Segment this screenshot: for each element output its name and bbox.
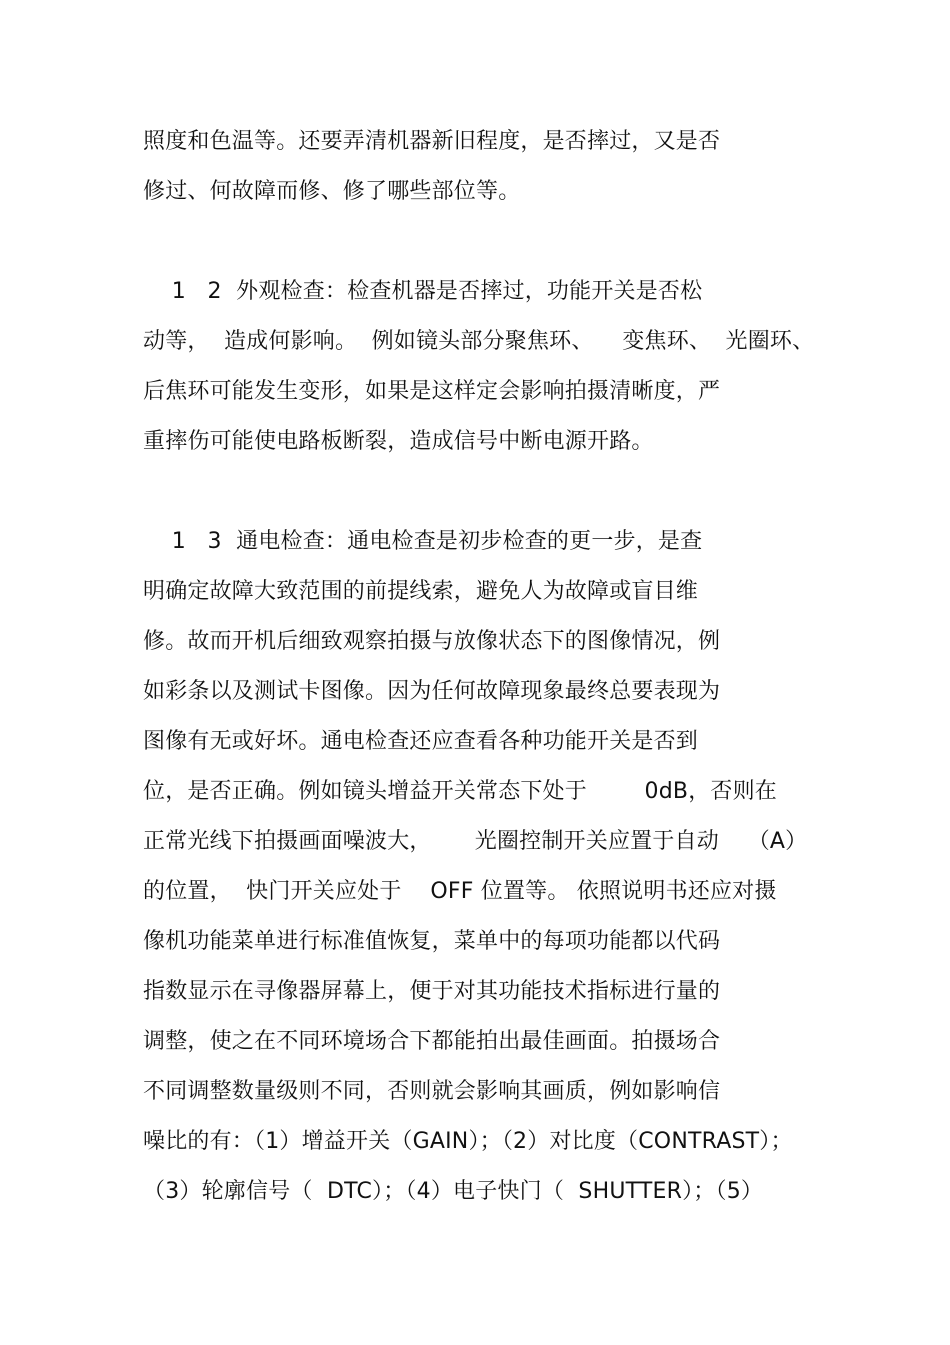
text-line: 照度和色温等。还要弄清机器新旧程度，是否摔过，又是否 [143,129,721,154]
text-line: 调整，使之在不同环境场合下都能拍出最佳画面。拍摄场合 [143,1029,721,1054]
text-line: 后焦环可能发生变形，如果是这样定会影响拍摄清晰度，严 [143,379,721,404]
section-heading-line: 1 2 外观检查：检查机器是否摔过，功能开关是否松 [143,279,703,304]
text-line: 位，是否正确。例如镜头增益开关常态下处于 0dB，否则在 [143,779,778,804]
text-line: 不同调整数量级则不同，否则就会影响其画质，例如影响信 [143,1079,721,1104]
text-line: 正常光线下拍摄画面噪波大， 光圈控制开关应置于自动 （A） [143,829,808,854]
text-line: 明确定故障大致范围的前提线索，避免人为故障或盲目维 [143,579,699,604]
text-line: 动等， 造成何影响。 例如镜头部分聚焦环、 变焦环、 光圈环、 [143,329,815,354]
text-line: 像机功能菜单进行标准值恢复，菜单中的每项功能都以代码 [143,929,721,954]
text-line: 如彩条以及测试卡图像。因为任何故障现象最终总要表现为 [143,679,721,704]
text-line: 修过、何故障而修、修了哪些部位等。 [143,179,521,204]
text-line: 噪比的有：（1）增益开关（GAIN）；（2）对比度（CONTRAST）； [143,1129,793,1154]
text-line: 修。故而开机后细致观察拍摄与放像状态下的图像情况，例 [143,629,721,654]
text-line: （3）轮廓信号（ DTC）；（4）电子快门（ SHUTTER）；（5） [143,1179,764,1204]
text-line: 图像有无或好坏。通电检查还应查看各种功能开关是否到 [143,729,699,754]
section-heading-line: 1 3 通电检查：通电检查是初步检查的更一步，是查 [143,529,703,554]
text-line: 重摔伤可能使电路板断裂，造成信号中断电源开路。 [143,429,654,454]
text-line: 的位置， 快门开关应处于 OFF 位置等。 依照说明书还应对摄 [143,879,777,904]
text-line: 指数显示在寻像器屏幕上，便于对其功能技术指标进行量的 [143,979,721,1004]
